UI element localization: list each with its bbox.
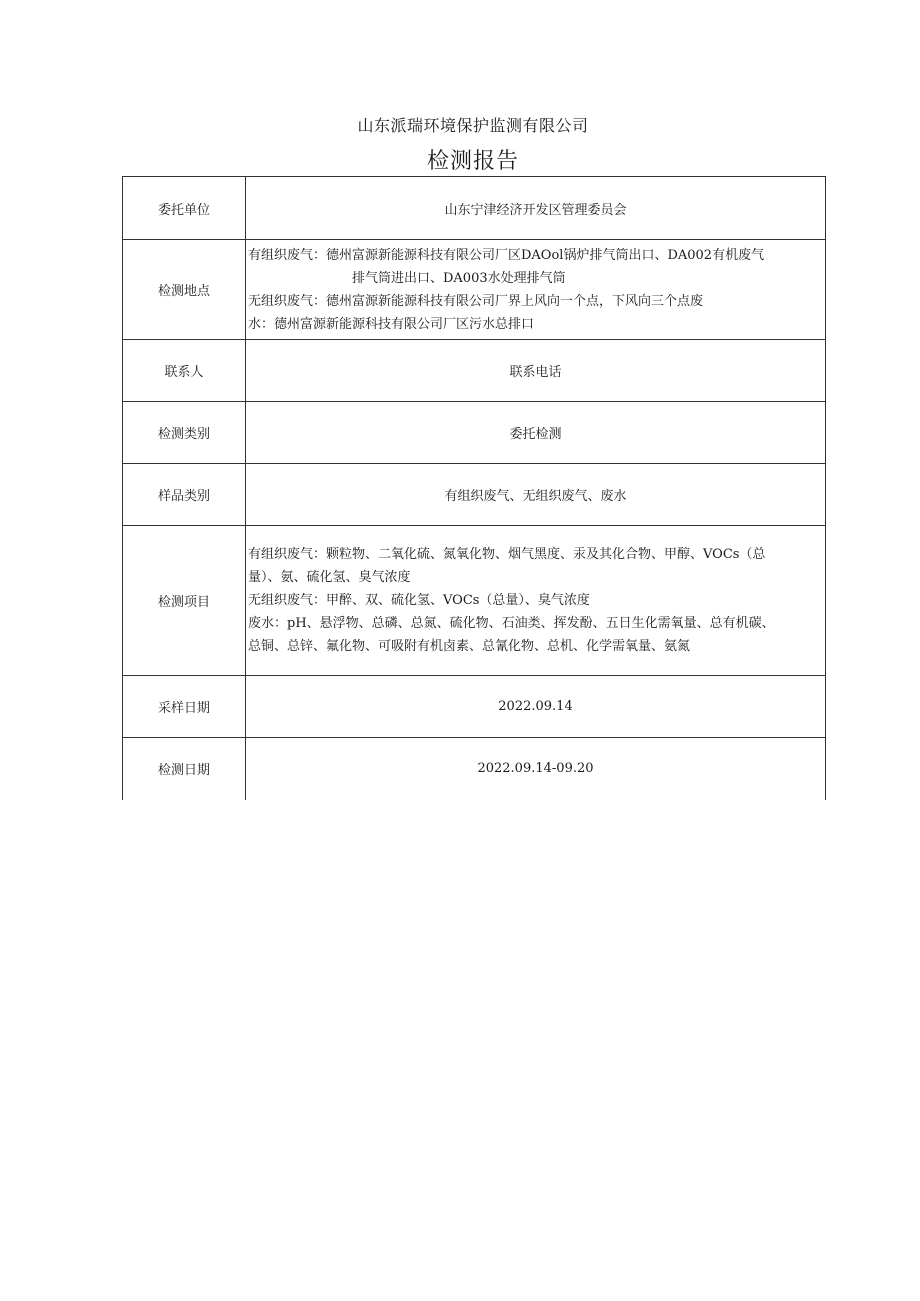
sample-type-label: 样品类别 — [123, 464, 246, 526]
row-sample-type — [123, 464, 826, 526]
row-sampling-date — [123, 676, 826, 738]
sample-type-value: 有组织废气、无组织废气、废水 — [246, 464, 826, 526]
row-location — [123, 240, 826, 340]
company-name: 山东派瑞环境保护监测有限公司 — [357, 116, 589, 135]
location-line-4: 水：德州富源新能源科技有限公司厂区污水总排口 — [248, 316, 535, 332]
location-label: 检测地点 — [123, 240, 246, 340]
client-label: 委托单位 — [123, 177, 246, 240]
location-line-3: 无组织废气：德州富源新能源科技有限公司厂界上风向一个点，下风向三个点废 — [248, 293, 704, 309]
client-value: 山东宁津经济开发区管理委员会 — [246, 177, 826, 240]
row-test-date — [123, 738, 826, 800]
location-value — [246, 240, 826, 340]
test-date-label: 检测日期 — [123, 738, 246, 800]
report-info-table — [122, 176, 826, 800]
items-line-1: 有组织废气：颗粒物、二氧化硫、氮氧化物、烟气黑度、汞及其化合物、甲醇、VOCs（总 — [248, 547, 766, 562]
contact-label: 联系人 — [123, 340, 246, 402]
row-items — [123, 526, 826, 676]
sampling-date-label: 采样日期 — [123, 676, 246, 738]
test-type-value: 委托检测 — [246, 402, 826, 464]
location-line-1: 有组织废气：德州富源新能源科技有限公司厂区DAOol锅炉排气筒出口、DA002有机废气 — [248, 247, 765, 263]
row-client — [123, 177, 826, 240]
sampling-date-value: 2022.09.14 — [246, 676, 826, 738]
row-test-type — [123, 402, 826, 464]
test-date-value: 2022.09.14-09.20 — [246, 738, 826, 800]
items-line-2: 量）、氨、硫化氢、臭气浓度 — [248, 570, 411, 585]
items-value — [246, 526, 826, 676]
contact-value: 联系电话 — [246, 340, 826, 402]
location-line-2: 排气筒进出口、DA003水处理排气筒 — [352, 270, 566, 286]
test-type-label: 检测类别 — [123, 402, 246, 464]
report-title: 检测报告 — [426, 149, 519, 174]
items-label: 检测项目 — [123, 526, 246, 676]
row-contact — [123, 340, 826, 402]
items-line-3: 无组织废气：甲醉、双、硫化氢、VOCs（总量）、臭气浓度 — [248, 593, 590, 608]
items-line-5: 总铜、总锌、氟化物、可吸附有机卤素、总氰化物、总机、化学需氧量、氨氮 — [248, 639, 691, 654]
items-line-4: 废水：pH、悬浮物、总磷、总氮、硫化物、石油类、挥发酚、五日生化需氧量、总有机碳、 — [248, 616, 775, 631]
